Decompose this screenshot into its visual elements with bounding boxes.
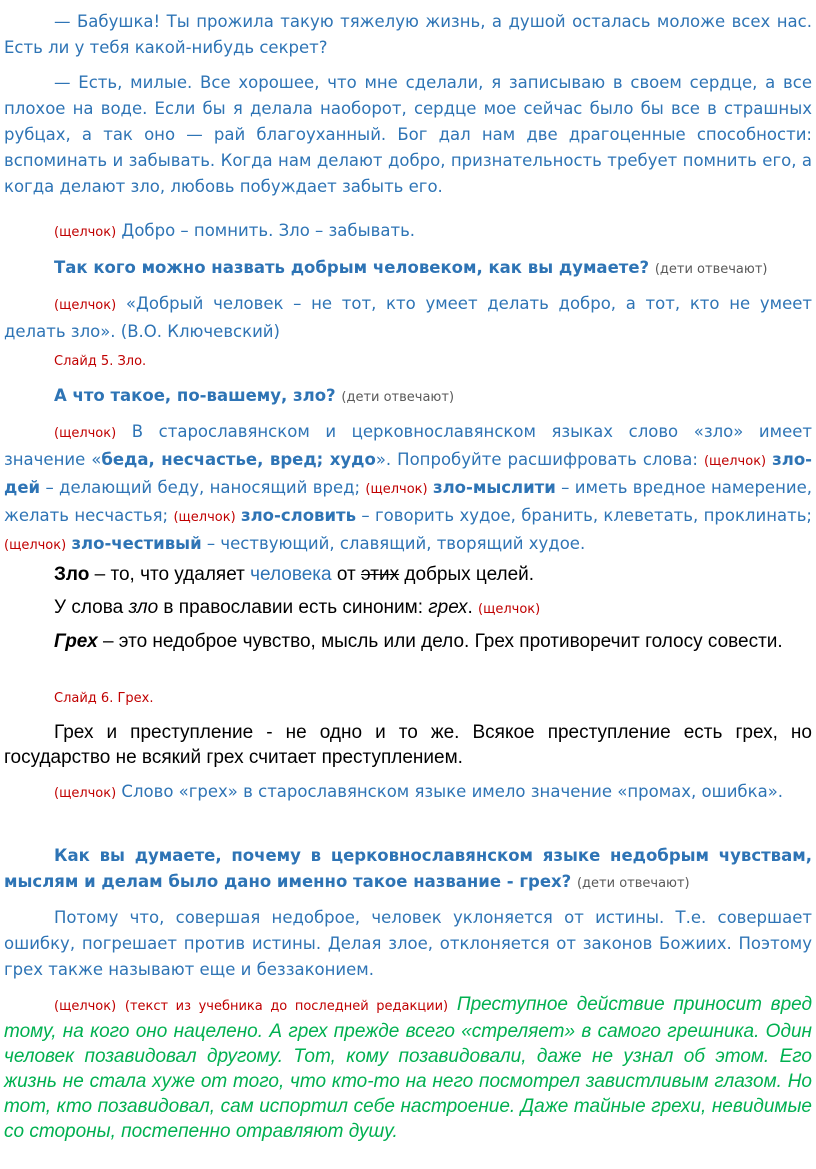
paragraph-sin-definition: Грех – это недоброе чувство, мысль или дело. Грех противоречит голосу совести. [54,631,783,652]
question-what-is-evil: А что такое, по-вашему, зло? (дети отвечают) [54,386,455,405]
paragraph-lawlessness: Потому что, совершая недоброе, человек уклоняется от истины. Т.е. совершает ошибку, погрешает против истины. Делая злое, отклоняется от законов Божиих. Поэтому грех также называют еще и беззаконием. [4,908,812,979]
click-marker: (щелчок) [703,454,767,469]
click-marker: (щелчок) [173,510,236,525]
kids-answer-note: (дети отвечают) [576,876,690,891]
question-good-person: Так кого можно назвать добрым человеком, как вы думаете? (дети отвечают) [54,258,768,277]
click-marker: (щелчок) [54,426,117,441]
paragraph-good-remember: (щелчок) Добро – помнить. Зло – забывать. [54,221,416,240]
question-why-sin: Как вы думаете, почему в церковнославянском языке недобрым чувствам, мыслям и делам было дано именно такое название - грех? (дети отвечают) [4,846,812,891]
slide-6-heading: Слайд 6. Грех. [54,691,154,706]
paragraph-evil-definition: Зло – то, что удаляет человека от этих добрых целей. [54,564,535,585]
paragraph-grandma-question: — Бабушка! Ты прожила такую тяжелую жизнь, а душой осталась моложе всех нас. Есть ли у тебя какой-нибудь секрет? [4,12,812,57]
click-marker: (щелчок) [4,538,67,553]
click-marker: (щелчок) [365,482,428,497]
paragraph-textbook-excerpt: (щелчок) (текст из учебника до последней редакции) Преступное действие приносит вред тому, на кого оно нацелено. А грех прежде всего «стреляет» в самого грешника. Один человек позавидовал другому. Тот, кому позавидовали, даже не узнал об этом. Его жизнь не стала хуже от того, что кто-то на него посмотрел завистливым глазом. Но тот, кто позавидовал, сам испортил себе настроение. Даже тайные грехи, невидимые со стороны, постепенно отравляют душу. [4,994,812,1142]
paragraph-klyuchevsky-quote: (щелчок) «Добрый человек – не тот, кто умеет делать добро, а тот, кто не умеет делать зло». (В.О. Ключевский) [4,294,812,341]
paragraph-evil-synonym: У слова зло в православии есть синоним: грех. (щелчок) [54,597,541,618]
click-marker: (щелчок) [54,786,117,801]
paragraph-grandma-answer: — Есть, милые. Все хорошее, что мне сделали, я записываю в своем сердце, а все плохое на воде. Если бы я делала наоборот, сердце мое сейчас было бы все в страшных рубцах, а так оно — рай благоуханный. Бог дал нам две драгоценные способности: вспоминать и забывать. Когда нам делают добро, признательность требует помнить его, а когда делают зло, любовь побуждает забыть его. [4,73,812,196]
paragraph-sin-meaning: (щелчок) Слово «грех» в старославянском языке имело значение «промах, ошибка». [54,782,784,801]
click-marker: (щелчок) [54,999,117,1014]
click-marker: (щелчок) [54,298,117,313]
click-marker: (щелчок) [478,602,541,617]
paragraph-evil-meaning: (щелчок) В старославянском и церковнославянском языках слово «зло» имеет значение «беда, несчастье, вред; худо». Попробуйте расшифровать слова: (щелчок) зло-дей – делающий беду, наносящий вред; (щелчок) зло-мыслити – иметь вредное намерение, желать несчастья; (щелчок) зло-словить – говорить худое, бранить, клеветать, проклинать; (щелчок) зло-честивый – чествующий, славящий, творящий худое. [4,422,812,553]
slide-5-heading: Слайд 5. Зло. [54,354,147,369]
textbook-note: (текст из учебника до последней редакции) [124,999,449,1014]
kids-answer-note: (дети отвечают) [341,390,455,405]
paragraph-sin-vs-crime: Грех и преступление - не одно и то же. Всякое преступление есть грех, но государство не всякий грех считает преступлением. [4,722,812,768]
kids-answer-note: (дети отвечают) [654,262,768,277]
click-marker: (щелчок) [54,225,117,240]
